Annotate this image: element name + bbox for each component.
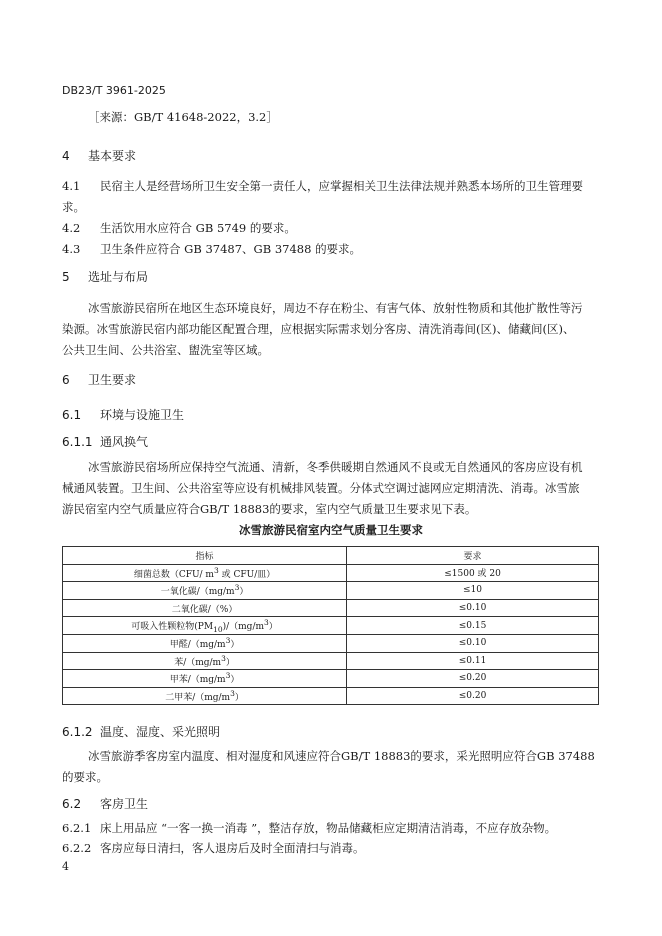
clause-text: 床上用品应 “一客一换一消毒 ”，整洁存放，物品储藏柜应定期清洁消毒，不应存放杂物。 — [100, 821, 557, 835]
indicator-cell: 甲苯$/(mg/m^3)$ — [63, 670, 347, 688]
subsection-number: 6.2 — [62, 797, 82, 811]
section-title: 选址与布局 — [88, 270, 149, 284]
table-header-row — [63, 547, 599, 565]
column-header-indicator: 指标 — [63, 547, 347, 565]
paragraph-line: 械通风装置。卫生间、公共浴室等应设有机械排风装置。分体式空调过滤网应定期清洗、消毒。冰雪旅 — [62, 481, 580, 495]
indicator-cell: 苯$/(mg/m^3)$ — [63, 652, 347, 670]
table-row — [63, 599, 599, 617]
paragraph-line: 公共卫生间、公共浴室、盥洗室等区域。 — [62, 343, 269, 357]
subsection-6-1-1-heading — [62, 433, 148, 450]
clause-number: 4.1 — [62, 179, 81, 193]
paragraph-line: 染源。冰雪旅游民宿内部功能区配置合理，应根据实际需求划分客房、清洗消毒间(区)、储藏间(区)、 — [62, 322, 575, 336]
section-number: 5 — [62, 270, 70, 284]
clause-4-3 — [62, 239, 361, 260]
paragraph-line: 冰雪旅游民宿场所应保持空气流通、清新，冬季供暖期自然通风不良或无自然通风的客房应设有机 — [88, 460, 583, 474]
table-row — [63, 582, 599, 600]
paragraph-line: 游民宿室内空气质量应符合GB/T 18883的要求，室内空气质量卫生要求见下表。 — [62, 502, 477, 516]
table-row — [63, 564, 599, 582]
clause-number: 6.2.2 — [62, 841, 92, 855]
page-number: 4 — [62, 860, 69, 873]
section-5-heading — [62, 268, 148, 285]
section-title: 卫生要求 — [88, 373, 137, 387]
indicator-cell: 可吸入性颗粒物$(PM_{10})/(mg/m^3)$ — [63, 617, 347, 635]
subsection-number: 6.1.2 — [62, 725, 93, 739]
table-row — [63, 670, 599, 688]
subsection-title: 客房卫生 — [100, 797, 149, 811]
clause-4-1 — [62, 176, 583, 197]
indicator-cell: 二甲苯$/(mg/m^3)$ — [63, 687, 347, 705]
section-6-heading — [62, 371, 136, 388]
subsection-6-1-heading — [62, 406, 184, 423]
table-row — [63, 652, 599, 670]
requirement-cell: ≤0.15 — [347, 617, 599, 635]
subsection-title: 温度、湿度、采光照明 — [100, 725, 221, 739]
clause-text: 卫生条件应符合 GB 37487、GB 37488 的要求。 — [100, 242, 362, 256]
clause-number: 4.3 — [62, 242, 81, 256]
clause-number: 4.2 — [62, 221, 81, 235]
column-header-requirement: 要求 — [347, 547, 599, 565]
subsection-title: 环境与设施卫生 — [100, 408, 185, 422]
section-number: 4 — [62, 149, 70, 163]
subsection-number: 6.1.1 — [62, 435, 93, 449]
clause-text: 民宿主人是经营场所卫生安全第一责任人，应掌握相关卫生法律法规并熟悉本场所的卫生管理要 — [100, 179, 583, 193]
requirement-cell: ≤0.10 — [347, 634, 599, 652]
table-title: 冰雪旅游民宿室内空气质量卫生要求 — [239, 523, 423, 537]
table-row — [63, 617, 599, 635]
table-row — [63, 687, 599, 705]
requirement-cell: ≤1500 或 20 — [347, 564, 599, 582]
clause-4-2 — [62, 218, 296, 239]
section-title: 基本要求 — [88, 149, 137, 163]
subsection-6-1-2-heading — [62, 723, 220, 740]
clause-6-2-1 — [62, 818, 556, 839]
requirement-cell: ≤0.20 — [347, 687, 599, 705]
paragraph-line: 冰雪旅游民宿所在地区生态环境良好，周边不存在粉尘、有害气体、放射性物质和其他扩散性等污 — [88, 301, 583, 315]
subsection-6-2-heading — [62, 795, 148, 812]
clause-6-2-2 — [62, 838, 365, 859]
subsection-number: 6.1 — [62, 408, 82, 422]
indicator-cell: 一氧化碳$/(mg/m^3)$ — [63, 582, 347, 600]
requirement-cell: ≤10 — [347, 582, 599, 600]
section-number: 6 — [62, 373, 70, 387]
requirement-cell: ≤0.11 — [347, 652, 599, 670]
clause-number: 6.2.1 — [62, 821, 92, 835]
subsection-title: 通风换气 — [100, 435, 149, 449]
table-row — [63, 634, 599, 652]
requirement-cell: ≤0.20 — [347, 670, 599, 688]
indicator-cell: 细菌总数（CFU/ $m^3$ 或 CFU/皿） — [63, 564, 347, 582]
indicator-cell: 二氧化碳/（%） — [63, 599, 347, 617]
document-code: DB23/T 3961-2025 — [62, 84, 166, 97]
clause-4-1-continued: 求。 — [62, 200, 85, 214]
section-4-heading — [62, 147, 136, 164]
clause-text: 生活饮用水应符合 GB 5749 的要求。 — [100, 221, 296, 235]
requirement-cell: ≤0.10 — [347, 599, 599, 617]
indicator-cell: 甲醛$/(mg/m^3)$ — [63, 634, 347, 652]
air-quality-table — [62, 546, 599, 705]
clause-text: 客房应每日清扫，客人退房后及时全面清扫与消毒。 — [100, 841, 365, 855]
paragraph-line: 的要求。 — [62, 770, 108, 784]
paragraph-line: 冰雪旅游季客房室内温度、相对湿度和风速应符合GB/T 18883的要求，采光照明应符合GB 37488 — [88, 749, 595, 763]
source-note: ［来源：GB/T 41648-2022，3.2］ — [88, 110, 278, 124]
